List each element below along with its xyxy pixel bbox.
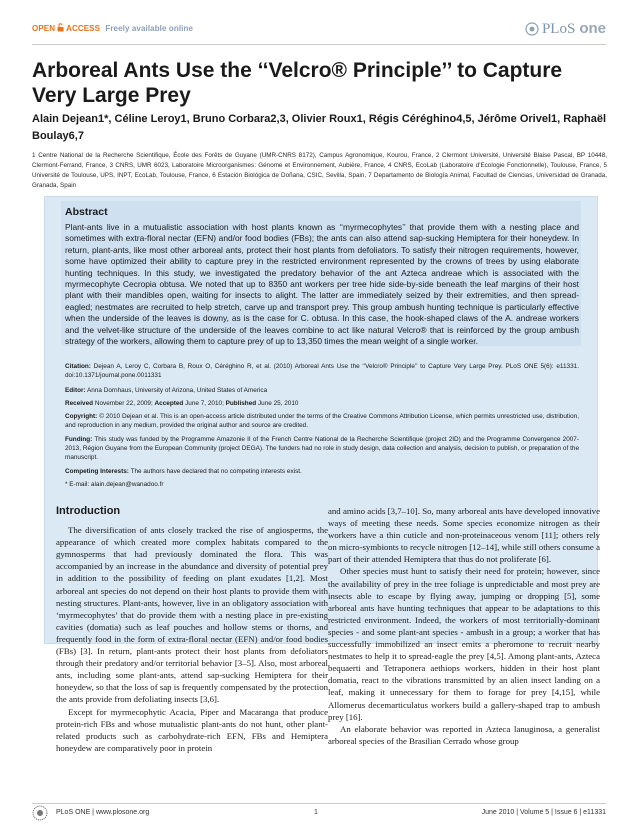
journal-header <box>32 20 606 40</box>
dates-block <box>65 399 579 408</box>
citation-block <box>65 362 579 380</box>
accepted-date: June 7, 2010; <box>185 400 224 407</box>
accepted-label: Accepted <box>154 400 184 407</box>
plos-one-logo <box>525 20 606 38</box>
email-link[interactable]: * E-mail: alain.dejean@wanadoo.fr <box>65 481 164 488</box>
citation-text: Dejean A, Leroy C, Corbara B, Roux O, Céréghino R, et al. (2010) Arboreal Ants Use the ‘‘Velcro® Principle’’ to Capture Very Large Prey. PLoS ONE 5(6): e11331. doi:10.1371/journal.pone.0011331 <box>65 363 579 379</box>
open-label: OPEN <box>32 24 56 33</box>
published-label: Published <box>225 400 257 407</box>
article-title: Arboreal Ants Use the ‘‘Velcro® Principle’’ to Capture Very Large Prey <box>32 59 563 107</box>
plos-seal-icon <box>32 805 48 821</box>
right-paragraph-3: An elaborate behavior was reported in Azteca lanuginosa, a generalist arboreal species of the Brasilian Cerrado whose group <box>328 723 600 746</box>
logo-one: one <box>579 20 606 37</box>
right-column <box>328 505 600 747</box>
header-rule <box>32 44 606 45</box>
received-label: Received <box>65 400 94 407</box>
right-paragraph-2: Other species must hunt to satisfy their need for protein; however, since the availability of prey in the tree foliage is unpredictable and most prey are insects able to escape by flying away, jumping or dropping [5], some arboreal ants have hunting techniques that appear to be adaptations to this restricted environment. Indeed, the workers of most territorially-dominant species - and some plant-ant species - ambush in a group; a worker that has successfully immobilized an insect emits a pheromone to recruit nearby nestmates to help it to spread-eagle the prey [4,5]. Among plant-ants, Azteca bequaerti and Tetraponera aethiops workers, hidden in their host plant domatia, react to the vibrations transmitted by an alien insect landing on a leaf, making it unnecessary for them to forage for prey [4,15], while Allomerus decemarticulatus workers build a gallery-shaped trap to ambush prey [16]. <box>328 566 600 722</box>
copyright-label: Copyright: <box>65 413 98 420</box>
author-list: Alain Dejean1*, Céline Leroy1, Bruno Corbara2,3, Olivier Roux1, Régis Céréghino4,5, Jérôme Orivel1, Raphaël Boulay6,7 <box>32 113 607 142</box>
page-footer <box>32 808 606 820</box>
copyright-text: © 2010 Dejean et al. This is an open-access article distributed under the terms of the Creative Commons Attribution License, which permits unrestricted use, distribution, and reproduction in any medium, provided the original author and source are credited. <box>65 413 579 429</box>
open-access-badge <box>32 23 193 33</box>
affiliations: 1 Centre National de la Recherche Scientifique, École des Forêts de Guyane (UMR-CNRS 8172), Campus Agronomique, Kourou, France, 2 Clermont Université, Université Blaise Pascal, BP 10448, Clermont-Ferrand, France, 3 CNRS, UMR 6023, Laboratoire Microorganismes: Génome et Environnement, Aubière, France, 4 CNRS, EcoLab (Laboratoire d'Ecologie Fonctionnelle), Toulouse, France, 5 Université de Toulouse, UPS, INPT, EcoLab, Toulouse, France, 6 Estación Biológica de Doñana, CSIC, Sevilla, Spain, 7 Departamento de Biología Animal, Facultad de Ciencias, Universidad de Granada, Granada, Spain <box>32 152 607 189</box>
copyright-block <box>65 412 579 430</box>
footer-rule <box>32 803 606 804</box>
editor-label: Editor: <box>65 387 86 394</box>
free-available-label: Freely available online <box>105 24 194 33</box>
citation-label: Citation: <box>65 363 91 370</box>
access-label: ACCESS <box>66 24 101 33</box>
competing-block <box>65 467 579 476</box>
competing-label: Competing Interests: <box>65 468 129 475</box>
editor-block <box>65 386 579 395</box>
editor-text: Anna Dornhaus, University of Arizona, United States of America <box>87 387 268 394</box>
abstract-text: Plant-ants live in a mutualistic association with host plants known as ‘‘myrmecophytes’’ that provide them with a nesting place and sometimes with extra-floral nectar (EFN) and/or food bodies (FBs); the ants can also attend sap-sucking Hemiptera for their honeydew. In return, plant-ants, like most other arboreal ants, protect their host plants from defoliators. To satisfy their nitrogen requirements, however, some have optimized their ability to capture prey in the restricted environment represented by the crowns of trees by using elaborate hunting techniques. In this study, we investigated the predatory behavior of the ant Azteca andreae which is associated with the myrmecophyte Cecropia obtusa. We noted that up to 8350 ant workers per tree hide side-by-side beneath the leaf margins of their host plant with their mandibles open, waiting for insects to alight. The latter are immediately seized by their extremities, and then spread-eagled; nestmates are recruited to help stretch, carve up and transport prey. This group ambush hunting technique is particularly effective when the underside of the leaves is downy, as is the case for C. obtusa. In this case, the hook-shaped claws of the A. andreae workers and the velvet-like structure of the underside of the leaves combine to act like natural Velcro® that is reinforced by the group ambush strategy of the workers, allowing them to capture prey of up to 13,350 times the mean weight of a single worker. <box>65 222 579 347</box>
footer-journal-link[interactable]: PLoS ONE | www.plosone.org <box>56 809 150 816</box>
open-lock-icon <box>57 23 64 32</box>
left-column <box>56 505 328 754</box>
footer-issue-info: June 2010 | Volume 5 | Issue 6 | e11331 <box>481 809 606 816</box>
competing-text: The authors have declared that no competing interests exist. <box>130 468 302 475</box>
received-date: November 22, 2009; <box>94 400 153 407</box>
abstract-heading: Abstract <box>65 206 108 218</box>
funding-text: This study was funded by the Programme Amazonie II of the French Centre National de la Recherche Scientifique (project 2ID) and the Programme Convergence 2007-2013, Région Guyane from the European Community (project DEGA). The funders had no role in study design, data collection and analysis, decision to publish, or preparation of the manuscript. <box>65 436 579 461</box>
published-date: June 25, 2010 <box>257 400 299 407</box>
introduction-heading: Introduction <box>56 505 121 517</box>
plos-eye-icon <box>525 22 539 36</box>
right-paragraph-1: and amino acids [3,7–10]. So, many arboreal ants have developed innovative ways of meeting these needs. Some species economize nitrogen as their workers have a thin cuticle and non-proteinaceous venom [11]; others rely on micro-symbionts to recycle nitrogen [12–14], while still others consume a part of their attended Hemiptera that thus do not proliferate [6]. <box>328 506 600 565</box>
left-paragraph-1: The diversification of ants closely tracked the rise of angiosperms, the appearance of which created more complex habitats compared to the gymnosperms that had previously dominated the flora. This was accompanied by an increase in the abundance and diversity of potential prey in addition to the possibility of feeding on plant exudates [1,2]. Most arboreal ant species do not depend on their host plants to provide them with nesting structures. Plant-ants, however, live in an obligatory association with ‘myrmecophytes’ that do provide them with a nesting place in pre-existing cavities (domatia) such as leaf pouches and hollow stems or thorns, and frequently food in the form of extra-floral nectar (EFN) and/or food bodies (FBs) [3]. In return, plant-ants protect their host plants from defoliators through their predatory and/or territorial behavior [3–5]. Also, most arboreal ants, including some plant-ants, attend sap-sucking Hemiptera for their honeydew, so that the loss of sap is frequently compensated by the protection the ants provide from defoliating insects [3,6]. <box>56 525 328 705</box>
funding-label: Funding: <box>65 436 93 443</box>
logo-plos: PLoS <box>541 21 576 37</box>
left-paragraph-2: Except for myrmecophytic Acacia, Piper and Macaranga that produce protein-rich FBs and whose mutualistic plant-ants do not hunt, other plant-related products such as carbohydrate-rich EFN, FBs and Hemiptera honeydew are comparatively poor in protein <box>56 706 328 753</box>
funding-block <box>65 435 579 462</box>
page-number: 1 <box>314 809 318 816</box>
